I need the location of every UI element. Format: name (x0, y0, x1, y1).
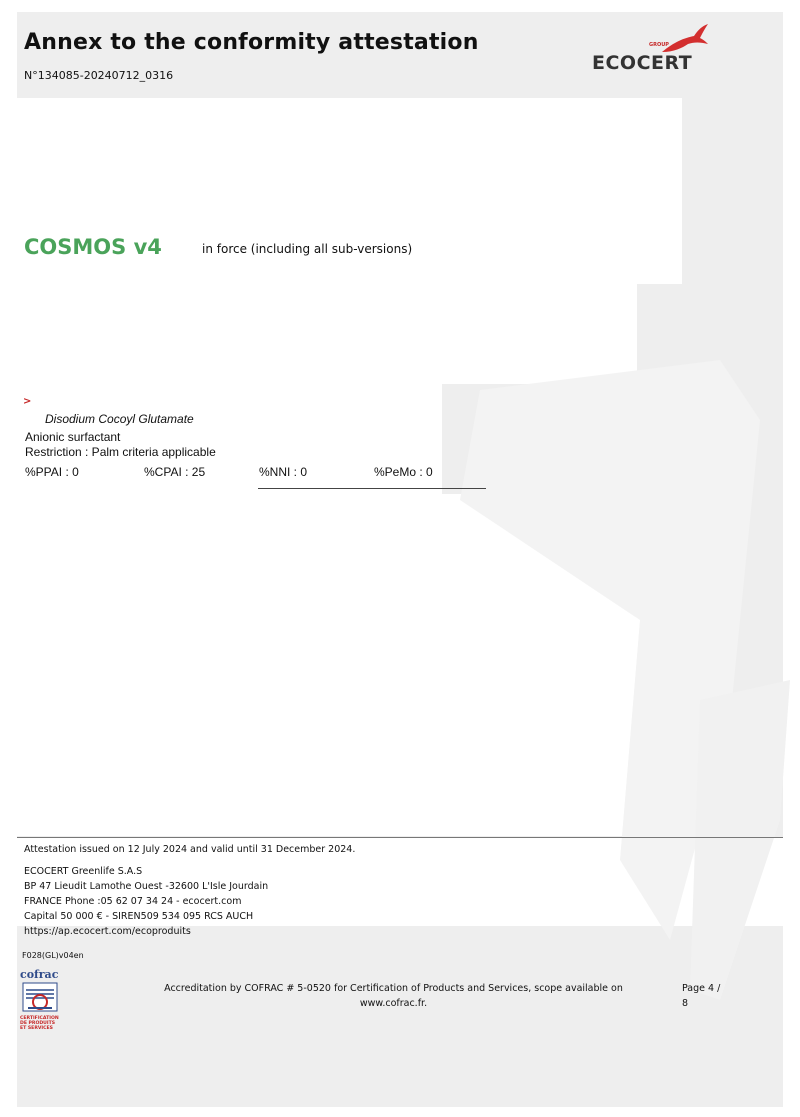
ingredient-marker: > (23, 396, 32, 407)
standard-note: in force (including all sub-versions) (202, 242, 413, 256)
validity-statement: Attestation issued on 12 July 2024 and valid until 31 December 2024. (24, 844, 356, 855)
footer-divider (17, 837, 783, 838)
ppai-value: %PPAI : 0 (25, 465, 79, 479)
form-code: F028(GL)v04en (22, 951, 84, 960)
standard-name: COSMOS v4 (24, 235, 162, 259)
company-phone: FRANCE Phone :05 62 07 34 24 - ecocert.com (24, 896, 242, 907)
ingredient-name: Disodium Cocoyl Glutamate (45, 412, 194, 426)
logo-group-label: GROUP (649, 42, 669, 48)
logo-wordmark: ECOCERT (592, 52, 693, 74)
cofrac-emblem-icon (22, 982, 58, 1012)
cpai-value: %CPAI : 25 (144, 465, 206, 479)
company-capital: Capital 50 000 € - SIREN509 534 095 RCS AUCH (24, 911, 254, 922)
accreditation-line-2: www.cofrac.fr. (359, 998, 428, 1009)
nni-value: %NNI : 0 (259, 465, 308, 479)
company-url: https://ap.ecocert.com/ecoproduits (24, 926, 191, 937)
cofrac-subtitle: CERTIFICATION DE PRODUITS ET SERVICES (20, 1016, 59, 1031)
separator-line (258, 488, 486, 489)
company-address: BP 47 Lieudit Lamothe Ouest -32600 L'Isle Jourdain (24, 881, 269, 892)
ecocert-logo (590, 22, 710, 78)
cofrac-logo (20, 968, 62, 1042)
company-name: ECOCERT Greenlife S.A.S (24, 866, 143, 877)
pemo-value: %PeMo : 0 (374, 465, 433, 479)
cofrac-label: cofrac (20, 968, 59, 981)
page-number-line-2: 8 (682, 998, 689, 1009)
ingredient-function: Anionic surfactant (25, 430, 121, 444)
page-number (682, 981, 742, 1011)
watermark-logo (420, 300, 800, 1000)
accreditation-line-1: Accreditation by COFRAC # 5-0520 for Certification of Products and Services, scope available on (164, 983, 623, 994)
certificate-number: N°134085-20240712_0316 (24, 69, 174, 82)
accreditation-text (126, 981, 661, 1011)
page-number-line-1: Page 4 / (682, 983, 721, 994)
document-title: Annex to the conformity attestation (24, 30, 479, 55)
ingredient-restriction: Restriction : Palm criteria applicable (25, 445, 216, 459)
